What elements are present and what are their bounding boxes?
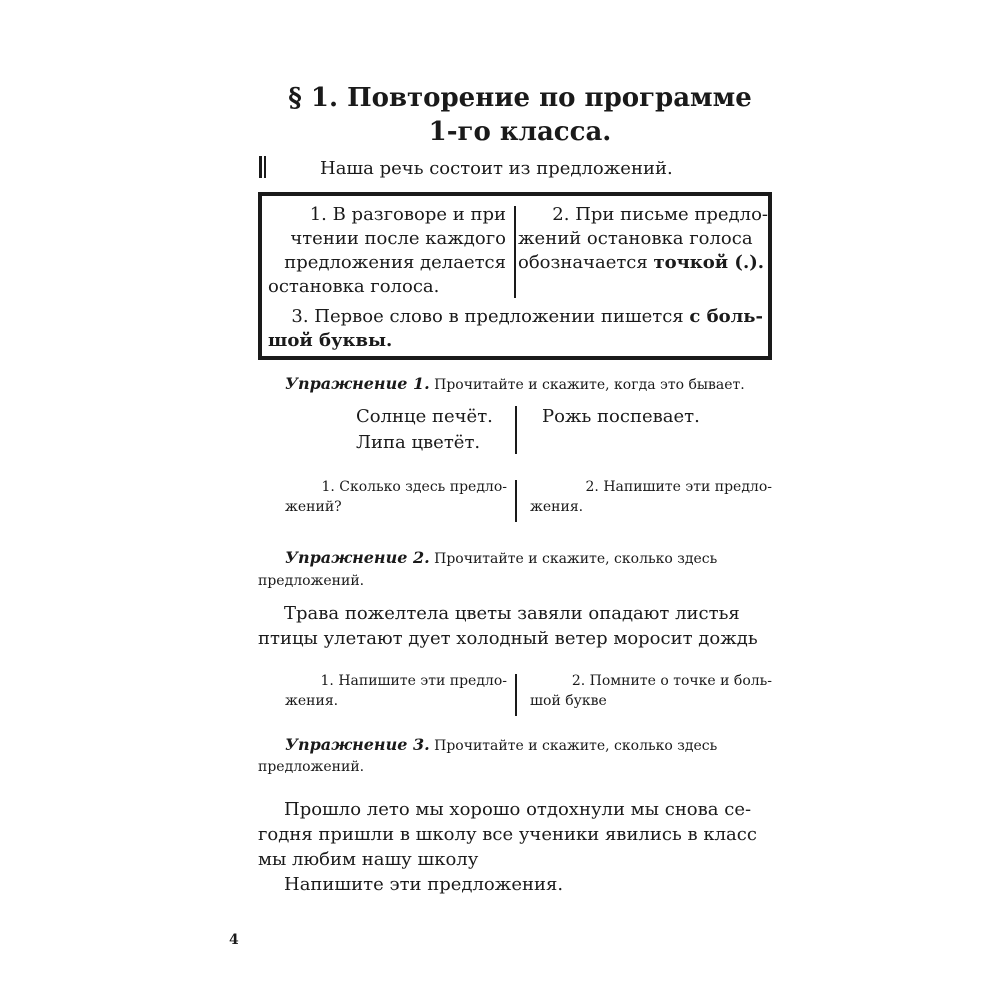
question-divider (515, 480, 517, 522)
question-line: жения. (530, 499, 584, 515)
rule-2-line (518, 251, 768, 275)
exercise-1-question-2 (530, 477, 772, 517)
question-line: жений? (285, 499, 342, 515)
rules-divider (514, 206, 516, 298)
question-line: шой букве (530, 693, 607, 709)
exercise-1-task: Прочитайте и скажите, когда это бывает. (429, 377, 745, 393)
exercise-2-task-line2: предложений. (258, 573, 365, 589)
poem-divider (515, 406, 517, 454)
section-title-line2: 1-го класса. (428, 117, 612, 147)
exercise-2-text-line: птицы улетают дует холодный ветер моросит дождь (258, 628, 758, 649)
margin-bar (264, 156, 266, 178)
exercise-3-text-line: Напишите эти предложения. (284, 874, 564, 895)
rule-3-line (268, 305, 763, 329)
rule-1-line: предложения делается (284, 252, 506, 273)
rule-1-line: чтении после каждого (290, 228, 506, 249)
exercise-2-label: Упражнение 2. (285, 548, 430, 567)
exercise-3-task-line2: предложений. (258, 759, 365, 775)
exercise-3-text (258, 797, 784, 897)
rule-3-bold: с боль- (689, 306, 763, 327)
exercise-2-task: Прочитайте и скажите, сколько здесь (429, 551, 718, 567)
rule-2-bold: точкой (.). (653, 252, 764, 273)
rule-3-plain: 3. Первое слово в предложении пишется (291, 306, 690, 327)
question-line: 2. Помните о точке и боль- (571, 673, 772, 689)
poem-line: Солнце печёт. (356, 406, 493, 427)
exercise-3-text-line: годня пришли в школу все ученики явились в класс (258, 824, 757, 845)
exercise-2-heading (285, 547, 785, 570)
intro-text: Наша речь состоит из предложений. (320, 158, 673, 179)
poem-left (356, 404, 493, 456)
exercise-1-question-1 (285, 477, 507, 517)
exercise-2-question-1 (285, 671, 507, 711)
rule-3 (268, 305, 763, 353)
section-title-line1: § 1. Повторение по программе (288, 83, 752, 113)
exercise-2-text-line: Трава пожелтела цветы завяли опадают листья (284, 603, 740, 624)
page-number: 4 (229, 932, 239, 948)
question-line: жения. (285, 693, 339, 709)
rule-1-line: остановка голоса. (268, 276, 440, 297)
question-divider (515, 674, 517, 716)
exercise-3-text-line: Прошло лето мы хорошо отдохнули мы снова се- (284, 799, 752, 820)
rule-2-line: жений остановка голоса (518, 228, 753, 249)
exercise-3-label: Упражнение 3. (285, 735, 430, 754)
exercise-2-question-2 (530, 671, 772, 711)
question-line: 1. Сколько здесь предло- (321, 479, 507, 495)
poem-right: Рожь поспевает. (542, 406, 700, 427)
rule-1 (268, 203, 506, 299)
rule-3-line (268, 329, 763, 353)
exercise-3-heading (285, 734, 785, 757)
rule-3-bold: шой буквы. (268, 330, 393, 351)
margin-bar (259, 156, 262, 178)
exercise-1-heading (285, 373, 785, 396)
rule-2-plain: обозначается (518, 252, 654, 273)
question-line: 2. Напишите эти предло- (585, 479, 772, 495)
poem-line: Липа цветёт. (356, 432, 481, 453)
exercise-3-task: Прочитайте и скажите, сколько здесь (429, 738, 718, 754)
rule-2 (518, 203, 768, 275)
question-line: 1. Напишите эти предло- (320, 673, 507, 689)
exercise-1-label: Упражнение 1. (285, 374, 430, 393)
exercise-3-text-line: мы любим нашу школу (258, 849, 479, 870)
exercise-2-text (258, 601, 784, 651)
rule-1-line: 1. В разговоре и при (309, 204, 506, 225)
rule-2-line: 2. При письме предло- (552, 204, 768, 225)
